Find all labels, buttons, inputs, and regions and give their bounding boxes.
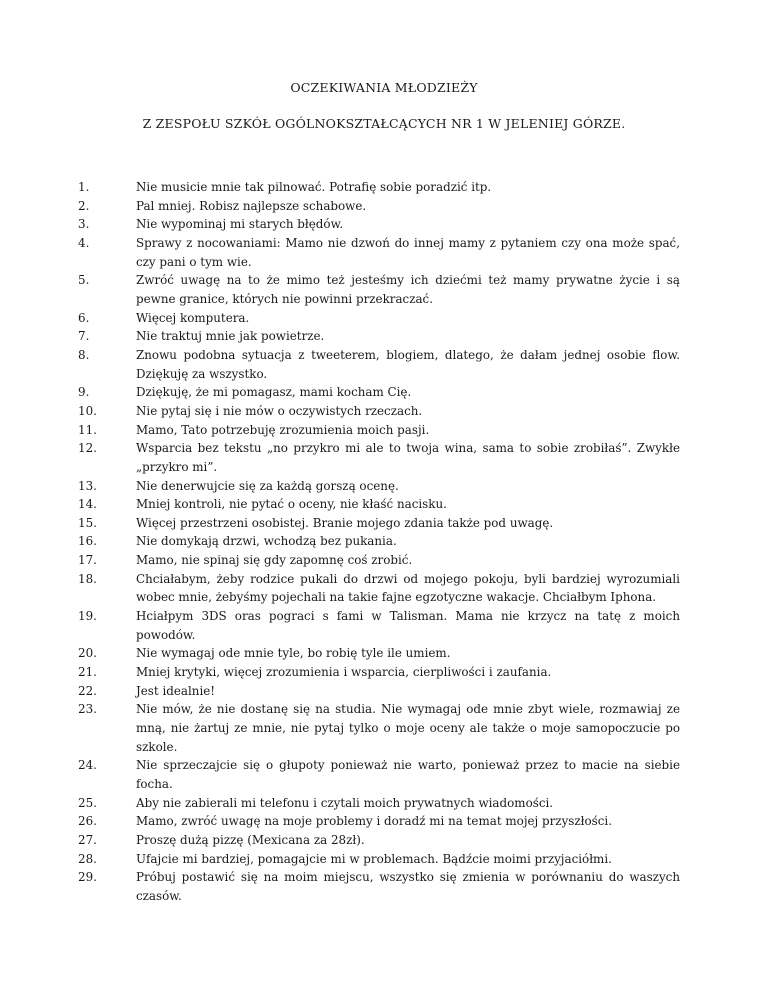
- list-item-number: 23.: [78, 702, 97, 717]
- list-item-text: Chciałabym, żeby rodzice pukali do drzwi od mojego pokoju, byli bardziej wyrozumiali wobec mnie, żebyśmy pojechali na takie fajne egzotyczne wakacje. Chciałbym Iphona.: [136, 571, 680, 605]
- list-item: [78, 327, 680, 346]
- list-item-text: Więcej komputera.: [136, 310, 250, 325]
- list-item-number: 6.: [78, 310, 90, 325]
- list-item: [78, 868, 680, 905]
- document-subtitle: Z ZESPOŁU SZKÓŁ OGÓLNOKSZTAŁCĄCYCH NR 1 W JELENIEJ GÓRZE.: [142, 116, 626, 131]
- list-item: [78, 644, 680, 663]
- list-item-text: Więcej przestrzeni osobistej. Branie mojego zdania także pod uwagę.: [136, 515, 554, 530]
- list-item: [78, 309, 680, 328]
- list-item-text: Dziękuję, że mi pomagasz, mami kocham Cię.: [136, 385, 412, 400]
- list-item-number: 11.: [78, 422, 97, 437]
- list-item: [78, 514, 680, 533]
- list-item: [78, 607, 680, 644]
- list-item: [78, 346, 680, 383]
- list-item: [78, 570, 680, 607]
- list-item-number: 16.: [78, 534, 97, 549]
- list-item-text: Znowu podobna sytuacja z tweeterem, blogiem, dlatego, że dałam jednej osobie flow. Dziękuję za wszystko.: [136, 347, 680, 381]
- list-item: [78, 495, 680, 514]
- list-item-number: 4.: [78, 235, 90, 250]
- list-item: [78, 421, 680, 440]
- list-item-text: Zwróć uwagę na to że mimo też jesteśmy ich dziećmi też mamy prywatne życie i są pewne granice, których nie powinni przekraczać.: [136, 273, 680, 306]
- list-item-text: Wsparcia bez tekstu „no przykro mi ale to twoja wina, sama to sobie zrobiłaś”. Zwykłe „przykro mi”.: [136, 441, 680, 474]
- list-item-number: 9.: [78, 385, 90, 400]
- list-item-number: 21.: [78, 665, 97, 680]
- list-item-text: Nie mów, że nie dostanę się na studia. Nie wymagaj ode mnie zbyt wiele, rozmawiaj ze mną, nie żartuj ze mnie, nie pytaj tylko o moje oceny ale także o moje samopoczucie po szkole.: [136, 702, 680, 754]
- list-item-number: 7.: [78, 329, 90, 344]
- list-item-number: 5.: [78, 273, 90, 288]
- list-item: [78, 439, 680, 476]
- list-item-number: 19.: [78, 609, 97, 624]
- list-item-number: 18.: [78, 571, 97, 586]
- list-item-text: Mamo, zwróć uwagę na moje problemy i doradź mi na temat mojej przyszłości.: [136, 814, 613, 829]
- list-item-text: Nie denerwujcie się za każdą gorszą ocenę.: [136, 478, 399, 493]
- list-item-text: Hciałpym 3DS oras pograci s fami w Talisman. Mama nie krzycz na tatę z moich powodów.: [136, 609, 680, 642]
- list-item: [78, 700, 680, 756]
- list-item-text: Mamo, nie spinaj się gdy zapomnę coś zrobić.: [136, 553, 413, 568]
- list-item: [78, 756, 680, 793]
- list-item-text: Jest idealnie!: [136, 683, 216, 698]
- list-item-number: 8.: [78, 347, 90, 362]
- list-item: [78, 178, 680, 197]
- list-item-text: Nie pytaj się i nie mów o oczywistych rzeczach.: [136, 403, 423, 418]
- list-item-number: 20.: [78, 646, 97, 661]
- list-item-number: 2.: [78, 198, 90, 213]
- list-item: [78, 234, 680, 271]
- list-item-text: Nie domykają drzwi, wchodzą bez pukania.: [136, 534, 397, 549]
- list-item: [78, 794, 680, 813]
- list-item-text: Mniej kontroli, nie pytać o oceny, nie kłaść nacisku.: [136, 497, 447, 512]
- list-item: [78, 532, 680, 551]
- document-title: OCZEKIWANIA MŁODZIEŻY: [290, 80, 478, 95]
- list-item-text: Nie wymagaj ode mnie tyle, bo robię tyle ile umiem.: [136, 646, 451, 661]
- list-item: [78, 663, 680, 682]
- list-item: [78, 831, 680, 850]
- list-item: [78, 850, 680, 869]
- list-item-number: 1.: [78, 180, 90, 194]
- list-item-number: 28.: [78, 851, 97, 866]
- list-item-number: 3.: [78, 217, 90, 232]
- list-item: [78, 197, 680, 216]
- list-item-text: Nie wypominaj mi starych błędów.: [136, 217, 344, 232]
- list-item-text: Nie sprzeczajcie się o głupoty ponieważ nie warto, ponieważ przez to macie na siebie focha.: [136, 758, 680, 791]
- list-item: [78, 812, 680, 831]
- list-item-number: 29.: [78, 870, 97, 885]
- list-item: [78, 551, 680, 570]
- list-item-text: Mniej krytyki, więcej zrozumienia i wsparcia, cierpliwości i zaufania.: [136, 665, 552, 680]
- list-item: [78, 682, 680, 701]
- list-item: [78, 271, 680, 308]
- list-item-text: Próbuj postawić się na moim miejscu, wszystko się zmienia w porównaniu do waszych czasów.: [136, 870, 680, 903]
- list-item-text: Ufajcie mi bardziej, pomagajcie mi w problemach. Bądźcie moimi przyjaciółmi.: [136, 851, 612, 866]
- list-item-text: Sprawy z nocowaniami: Mamo nie dzwoń do innej mamy z pytaniem czy ona może spać, czy pani o tym wie.: [136, 235, 680, 269]
- expectations-list: [78, 178, 680, 906]
- list-item-text: Nie musicie mnie tak pilnować. Potrafię sobie poradzić itp.: [136, 180, 492, 194]
- list-item-number: 13.: [78, 478, 97, 493]
- list-item-text: Nie traktuj mnie jak powietrze.: [136, 329, 325, 344]
- list-item-number: 25.: [78, 795, 97, 810]
- list-item-text: Proszę dużą pizzę (Mexicana za 28zł).: [136, 832, 365, 847]
- list-item: [78, 383, 680, 402]
- list-item-text: Mamo, Tato potrzebuję zrozumienia moich pasji.: [136, 422, 430, 437]
- list-item-text: Pal mniej. Robisz najlepsze schabowe.: [136, 198, 367, 213]
- list-item: [78, 477, 680, 496]
- list-item-number: 12.: [78, 441, 97, 456]
- list-item-number: 10.: [78, 403, 97, 418]
- list-item-number: 26.: [78, 814, 97, 829]
- list-item-number: 15.: [78, 515, 97, 530]
- list-item-number: 24.: [78, 758, 97, 773]
- list-item-text: Aby nie zabierali mi telefonu i czytali moich prywatnych wiadomości.: [136, 795, 554, 810]
- list-item-number: 22.: [78, 683, 97, 698]
- list-item: [78, 402, 680, 421]
- list-item-number: 17.: [78, 553, 97, 568]
- list-item: [78, 215, 680, 234]
- list-item-number: 14.: [78, 497, 97, 512]
- list-item-number: 27.: [78, 832, 97, 847]
